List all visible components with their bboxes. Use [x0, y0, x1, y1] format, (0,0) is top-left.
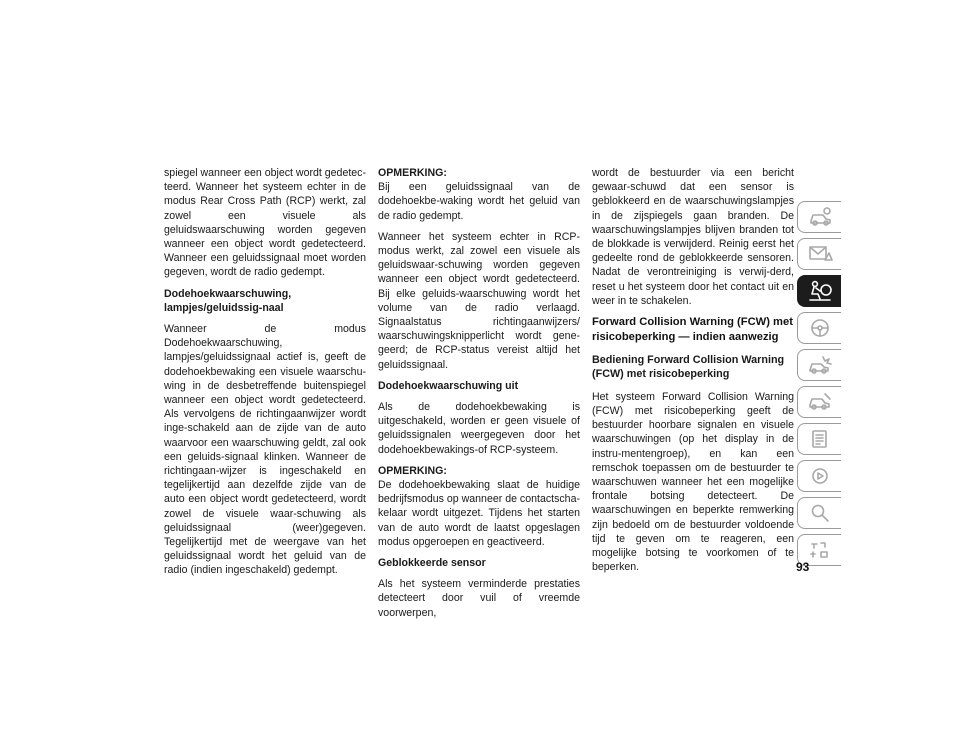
text-column-3: [592, 166, 794, 581]
page-number: 93: [796, 560, 810, 574]
paragraph: Het systeem Forward Collision Warning (FCW) met risicobeperking geeft de bestuurder hoorbare signalen en visuele waarschuwingen (op het display in de instru-mentengroep), en kan een remschok toepassen om de bestuurder te waarschuwen wanneer het een mogelijke frontale botsing detecteert. De waarschuwingen en beperkte remwerking zijn bedoeld om de bestuurder voldoende tijd te geven om te reageren, een mogelijke botsing te voorkomen of te beperken.: [592, 390, 794, 574]
multimedia-icon: [807, 465, 833, 487]
paragraph: Wanneer de modus Dodehoekwaarschuwing, lampjes/geluidssignaal actief is, geeft de dodehoekbewaking een visuele waarschu-wing in de desbetreffende buitenspiegel wanneer een object wordt gedetecteerd. Als vervolgens de richtingaanwijzer wordt inge-schakeld aan de zijde van de auto waarvoor een waarschuwing geldt, zal ook een geluids-signaal klinken. Wanneer de richtingaan-wijzer is ingeschakeld en tegelijkertijd aan dezelfde zijde van de auto een object wordt gedetecteerd, wordt zowel de visuele waar-schuwing als geluidssignaal (weer)gegeven. Tegelijkertijd met de weergave van het geluidssignaal wordt het geluid van de radio (indien ingeschakeld) gedempt.: [164, 323, 366, 577]
note-text: Bij een geluidssignaal van de dodehoekbe-waking wordt het geluid van de radio gedempt.: [378, 181, 580, 222]
tab-service[interactable]: [797, 386, 841, 418]
text-column-2: [378, 166, 580, 627]
subheading-blocked-sensor: Geblokkeerde sensor: [378, 557, 486, 570]
note: [378, 166, 580, 223]
chapter-tabs: [797, 201, 841, 571]
subheading-blind-spot-lights-sound: Dodehoekwaarschuwing, lampjes/geluidssig-naal: [164, 287, 292, 314]
text-column-1: [164, 166, 366, 585]
paragraph: wordt de bestuurder via een bericht gewaar-schuwd dat een sensor is geblokkeerd en de waarschuwingslampjes in de zijspiegels gaan branden. De waarschuwingslampjes blijven branden tot de blokkade is verwijderd. Reinig eerst het gedeelte rond de geblokkeerde sensoren. Nadat de verontreiniging is verwij-derd, reset u het systeem door het contact uit en weer in te schakelen.: [592, 167, 794, 307]
warning-lights-icon: [807, 243, 833, 265]
note: [378, 464, 580, 549]
car-service-icon: [807, 391, 833, 413]
paragraph: Wanneer het systeem echter in RCP-modus werkt, zal zowel een visuele als geluidswaar-schuwing worden gegeven wanneer een object wordt gedetecteerd. Bij elke geluids-waarschuwing wordt het volume van de radio verlaagd. Signaalstatus richtingaanwijzers/ waarschuwingsknipperlicht wordt gene-geerd; de RCP-status vereist altijd het geluidssignaal.: [378, 230, 580, 371]
car-crash-icon: [807, 354, 833, 376]
tab-index[interactable]: [797, 497, 841, 529]
note-text: De dodehoekbewaking slaat de huidige bedrijfsmodus op wanneer de contactscha-kelaar wordt uitgezet. Tijdens het starten van de auto wordt de laatst opgeslagen modus opgeroepen en geactiveerd.: [378, 479, 580, 548]
paragraph: Als het systeem verminderde prestaties detecteert door vuil of vreemde voorwerpen,: [378, 578, 580, 619]
tab-warning-lights[interactable]: [797, 238, 841, 270]
subheading-blind-spot-off: Dodehoekwaarschuwing uit: [378, 379, 519, 392]
section-heading-fcw: Forward Collision Warning (FCW) met risicobeperking — indien aanwezig: [592, 316, 793, 344]
paragraph: Als de dodehoekbewaking is uitgeschakeld, worden er geen visuele of geluidssignalen weergegeven door het dodehoekbewakings-of RCP-systeem.: [378, 401, 580, 456]
languages-icon: [807, 539, 833, 561]
steering-wheel-icon: [807, 317, 833, 339]
specifications-icon: [807, 428, 833, 450]
tab-safety[interactable]: [797, 275, 841, 307]
paragraph: spiegel wanneer een object wordt gedetec-teerd. Wanneer het systeem echter in de modus Rear Cross Path (RCP) werkt, zal zowel een visuele als geluidswaarschuwing worden gegeven wanneer een object wordt gedetecteerd. Wanneer een geluidssignaal moet worden gegeven, wordt de radio gedempt.: [164, 167, 367, 279]
tab-specifications[interactable]: [797, 423, 841, 455]
tab-car-info[interactable]: [797, 201, 841, 233]
note-title: OPMERKING:: [378, 167, 447, 179]
search-index-icon: [807, 502, 833, 524]
airbag-safety-icon: [807, 280, 833, 302]
tab-multimedia[interactable]: [797, 460, 841, 492]
subheading-fcw-operation: Bediening Forward Collision Warning (FCW) met risicobeperking: [592, 354, 785, 381]
car-info-icon: [807, 206, 833, 228]
tab-emergency[interactable]: [797, 349, 841, 381]
tab-starting-driving[interactable]: [797, 312, 841, 344]
note-title: OPMERKING:: [378, 464, 447, 477]
